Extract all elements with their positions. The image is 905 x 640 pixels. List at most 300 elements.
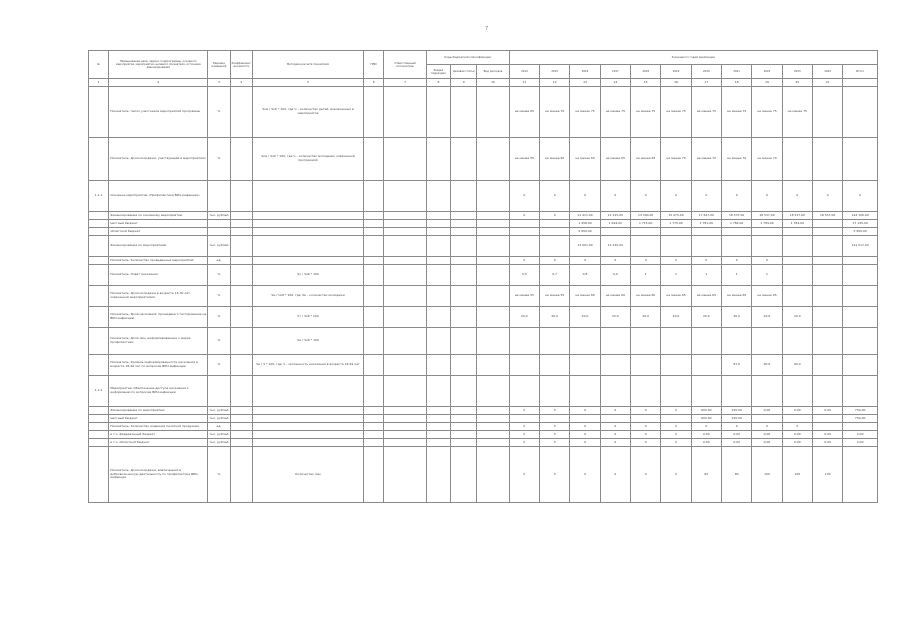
unit-cell: % [208, 265, 230, 286]
value-cell: не менее 60 [570, 286, 600, 307]
code-cell [364, 220, 384, 228]
code-cell [477, 87, 509, 138]
coef-cell [230, 307, 252, 328]
code-cell [384, 439, 426, 447]
code-cell [364, 423, 384, 431]
value-cell [570, 328, 600, 355]
code-cell [426, 447, 450, 503]
value-cell: 1 715,00 [631, 220, 661, 228]
code-cell [384, 431, 426, 439]
value-cell [812, 265, 842, 286]
value-cell: 144 106,00 [843, 212, 878, 220]
value-cell: не менее 75 [722, 87, 752, 138]
code-cell [426, 181, 450, 212]
method-cell [252, 431, 363, 439]
value-cell [540, 220, 570, 228]
code-cell [451, 286, 477, 307]
unit-cell [208, 376, 230, 407]
method-cell: Чт / Чоб * 100 [252, 307, 363, 328]
row-number-cell [89, 138, 109, 181]
code-cell [384, 286, 426, 307]
value-cell: 0 [570, 447, 600, 503]
table-row [89, 407, 878, 415]
code-cell [384, 236, 426, 257]
column-number: 3 [208, 79, 230, 87]
method-cell [252, 220, 363, 228]
code-cell [384, 212, 426, 220]
value-cell [661, 236, 691, 257]
value-cell [631, 236, 661, 257]
value-cell [509, 415, 539, 423]
value-cell [782, 376, 812, 407]
code-cell [477, 236, 509, 257]
table-row [89, 228, 878, 236]
unit-cell: % [208, 138, 230, 181]
code-cell [451, 328, 477, 355]
value-cell [509, 220, 539, 228]
value-cell: 0,00 [782, 439, 812, 447]
unit-cell: тыс. рублей [208, 439, 230, 447]
method-cell: Чо / Чоб * 100 [252, 265, 363, 286]
code-cell [364, 407, 384, 415]
column-number: 2 [109, 79, 208, 87]
value-cell: 0,00 [812, 431, 842, 439]
row-name-cell: местный бюджет [109, 415, 208, 423]
value-cell [540, 328, 570, 355]
value-cell: 1 [661, 265, 691, 286]
value-cell [812, 257, 842, 265]
row-name-cell: Показатель: Охват населения [109, 265, 208, 286]
code-cell [477, 355, 509, 376]
row-name-cell: Показатель: Доля молодежи, участвующей в мероприятиях [109, 138, 208, 181]
value-cell: 0 [752, 181, 782, 212]
value-cell [600, 328, 630, 355]
value-cell [782, 286, 812, 307]
code-cell [426, 415, 450, 423]
header-grbs: ГРБС [364, 51, 384, 79]
code-cell [426, 138, 450, 181]
unit-cell: ед. [208, 423, 230, 431]
value-cell: не менее 55 [509, 138, 539, 181]
value-cell: 11 411,00 [570, 212, 600, 220]
coef-cell [230, 439, 252, 447]
value-cell [691, 228, 721, 236]
value-cell: 0 [661, 439, 691, 447]
unit-cell [208, 220, 230, 228]
value-cell: 1 [752, 265, 782, 286]
code-cell [364, 286, 384, 307]
table-row [89, 431, 878, 439]
code-cell [477, 265, 509, 286]
table-row [89, 447, 878, 503]
column-number: 21 [812, 79, 842, 87]
code-cell [451, 181, 477, 212]
value-cell: 12 125,00 [600, 212, 630, 220]
value-cell: не менее 70 [752, 138, 782, 181]
column-number: 15 [631, 79, 661, 87]
value-cell [843, 286, 878, 307]
code-cell [384, 257, 426, 265]
code-cell [384, 355, 426, 376]
value-cell: 20,0 [752, 307, 782, 328]
value-cell [570, 376, 600, 407]
unit-cell: % [208, 87, 230, 138]
code-cell [477, 212, 509, 220]
table-row [89, 236, 878, 257]
code-cell [384, 181, 426, 212]
value-cell: 0 [600, 447, 630, 503]
header-year: 2020 [691, 65, 721, 79]
header-year: 2019 [661, 65, 691, 79]
code-cell [426, 257, 450, 265]
value-cell: 0,00 [812, 439, 842, 447]
value-cell [540, 228, 570, 236]
value-cell: 0,00 [782, 407, 812, 415]
column-number: 12 [540, 79, 570, 87]
value-cell: 0 [661, 423, 691, 431]
value-cell: 0 [722, 181, 752, 212]
value-cell: 5 950,00 [570, 228, 600, 236]
code-cell [364, 181, 384, 212]
table-row [89, 257, 878, 265]
value-cell [691, 355, 721, 376]
code-cell [426, 220, 450, 228]
method-cell [252, 257, 363, 265]
value-cell: не менее 60 [540, 138, 570, 181]
header-year: 2014 [509, 65, 539, 79]
column-number: 20 [782, 79, 812, 87]
code-cell [451, 376, 477, 407]
value-cell: 0 [661, 181, 691, 212]
value-cell: 20,0 [661, 307, 691, 328]
code-cell [477, 407, 509, 415]
value-cell: 20,0 [540, 307, 570, 328]
column-number: 6 [364, 79, 384, 87]
code-cell [426, 328, 450, 355]
column-number: 5 [252, 79, 363, 87]
value-cell: 0,00 [752, 407, 782, 415]
row-name-cell: в т.ч. областной бюджет [109, 439, 208, 447]
value-cell: 87,0 [722, 355, 752, 376]
value-cell: 0 [600, 407, 630, 415]
code-cell [451, 265, 477, 286]
code-cell [364, 87, 384, 138]
value-cell: 0,5 [509, 265, 539, 286]
method-cell [252, 228, 363, 236]
value-cell: 0 [509, 447, 539, 503]
code-cell [384, 228, 426, 236]
value-cell: 0,00 [843, 439, 878, 447]
row-name-cell: Показатель: Доля населения, прошедшего тестирование на ВИЧ-инфекцию [109, 307, 208, 328]
value-cell: 0 [661, 407, 691, 415]
coef-cell [230, 447, 252, 503]
value-cell: 0 [691, 181, 721, 212]
value-cell: 0 [509, 431, 539, 439]
table-row [89, 376, 878, 407]
coef-cell [230, 181, 252, 212]
value-cell [812, 376, 842, 407]
value-cell: 100 [812, 447, 842, 503]
value-cell: не менее 65 [509, 87, 539, 138]
code-cell [364, 431, 384, 439]
row-number-cell [89, 265, 109, 286]
header-code: Раздел подраздел [426, 65, 450, 79]
value-cell: 750,00 [843, 415, 878, 423]
value-cell [540, 415, 570, 423]
unit-cell: % [208, 307, 230, 328]
code-cell [426, 265, 450, 286]
code-cell [364, 376, 384, 407]
value-cell: не менее 75 [570, 87, 600, 138]
code-cell [426, 212, 450, 220]
value-cell: 1 694,00 [600, 220, 630, 228]
code-cell [477, 423, 509, 431]
value-cell [540, 376, 570, 407]
value-cell [812, 286, 842, 307]
value-cell: не менее 60 [631, 286, 661, 307]
value-cell: 17 647,00 [691, 212, 721, 220]
column-number: 11 [509, 79, 539, 87]
value-cell: 1 781,00 [691, 220, 721, 228]
value-cell: 100 [752, 447, 782, 503]
value-cell: не менее 55 [509, 286, 539, 307]
value-cell: не менее 55 [540, 286, 570, 307]
value-cell: 0 [812, 181, 842, 212]
table-row [89, 212, 878, 220]
value-cell [812, 220, 842, 228]
code-cell [384, 415, 426, 423]
unit-cell: % [208, 355, 230, 376]
value-cell [752, 236, 782, 257]
value-cell [812, 415, 842, 423]
value-cell: 121 017,00 [843, 236, 878, 257]
value-cell [722, 228, 752, 236]
code-cell [451, 236, 477, 257]
code-cell [426, 236, 450, 257]
method-cell: Количество лиц [252, 447, 363, 503]
method-cell [252, 376, 363, 407]
coef-cell [230, 257, 252, 265]
row-name-cell: Мероприятие: Обеспечение доступа населения к информации по вопросам ВИЧ-инфекции [109, 376, 208, 407]
value-cell [843, 265, 878, 286]
table-row [89, 355, 878, 376]
code-cell [451, 87, 477, 138]
value-cell: 20,0 [600, 307, 630, 328]
column-number: 13 [570, 79, 600, 87]
value-cell: 0 [570, 257, 600, 265]
code-cell [426, 286, 450, 307]
code-cell [384, 265, 426, 286]
header-no: № [89, 51, 109, 79]
header-code: Вид расходов [477, 65, 509, 79]
value-cell [752, 376, 782, 407]
code-cell [364, 328, 384, 355]
value-cell: 1 [691, 265, 721, 286]
value-cell: 1 784,00 [752, 220, 782, 228]
value-cell: 20,0 [631, 307, 661, 328]
value-cell: 100 [782, 447, 812, 503]
table-row [89, 220, 878, 228]
code-cell [477, 415, 509, 423]
row-number-cell [89, 87, 109, 138]
code-cell [426, 87, 450, 138]
value-cell: 0 [631, 423, 661, 431]
value-cell [600, 376, 630, 407]
column-number [843, 79, 878, 87]
value-cell: не менее 70 [722, 138, 752, 181]
coef-cell [230, 431, 252, 439]
value-cell: 0 [843, 181, 878, 212]
page-number: 7 [485, 26, 489, 32]
value-cell: 1 784,00 [782, 220, 812, 228]
code-cell [451, 220, 477, 228]
code-cell [451, 228, 477, 236]
code-cell [477, 286, 509, 307]
value-cell: 0 [661, 257, 691, 265]
value-cell [661, 228, 691, 236]
value-cell: не менее 75 [600, 87, 630, 138]
row-number-cell [89, 415, 109, 423]
unit-cell: ед. [208, 257, 230, 265]
value-cell [722, 236, 752, 257]
code-cell [364, 307, 384, 328]
value-cell: 0 [540, 431, 570, 439]
value-cell: не менее 65 [752, 286, 782, 307]
code-cell [477, 257, 509, 265]
row-name-cell: Показатель: Доля молодежи в возрасте 14-30 лет, охваченной мероприятиями [109, 286, 208, 307]
value-cell: 60 [691, 447, 721, 503]
value-cell: 0 [782, 423, 812, 431]
value-cell [752, 415, 782, 423]
code-cell [364, 236, 384, 257]
value-cell: 0 [570, 181, 600, 212]
row-name-cell: Финансирование по основному мероприятию [109, 212, 208, 220]
method-cell [252, 415, 363, 423]
value-cell: 0 [691, 423, 721, 431]
header-exec: Ответственный исполнитель [384, 51, 426, 79]
coef-cell [230, 355, 252, 376]
value-cell: 0 [691, 257, 721, 265]
coef-cell [230, 286, 252, 307]
value-cell: 20,0 [782, 307, 812, 328]
header-year: 2017 [600, 65, 630, 79]
row-number-cell [89, 236, 109, 257]
value-cell: 20,0 [691, 307, 721, 328]
column-number: 16 [661, 79, 691, 87]
value-cell: 20,0 [722, 307, 752, 328]
value-cell: 18 537,00 [752, 212, 782, 220]
method-cell [252, 407, 363, 415]
code-cell [477, 307, 509, 328]
unit-cell: % [208, 286, 230, 307]
column-number: 17 [691, 79, 721, 87]
coef-cell [230, 220, 252, 228]
value-cell: 0 [540, 407, 570, 415]
header-year: 2021 [722, 65, 752, 79]
code-cell [451, 307, 477, 328]
header-row [89, 51, 878, 65]
value-cell [509, 355, 539, 376]
column-number-row [89, 79, 878, 87]
code-cell [384, 423, 426, 431]
code-cell [426, 423, 450, 431]
method-cell [252, 423, 363, 431]
value-cell: 0 [631, 407, 661, 415]
header-year: 2018 [631, 65, 661, 79]
unit-cell: % [208, 447, 230, 503]
column-number: 19 [752, 79, 782, 87]
value-cell [812, 87, 842, 138]
unit-cell: тыс. рублей [208, 415, 230, 423]
code-cell [477, 138, 509, 181]
code-cell [477, 228, 509, 236]
row-number-cell [89, 212, 109, 220]
row-number-cell [89, 257, 109, 265]
value-cell: 0 [540, 212, 570, 220]
value-cell: 15 475,00 [661, 212, 691, 220]
value-cell [752, 228, 782, 236]
row-name-cell: Финансирование по мероприятиям [109, 236, 208, 257]
value-cell [812, 328, 842, 355]
value-cell: 0 [631, 431, 661, 439]
table-row [89, 138, 878, 181]
code-cell [451, 355, 477, 376]
value-cell: 18 537,00 [782, 212, 812, 220]
value-cell: 0 [540, 257, 570, 265]
value-cell [631, 415, 661, 423]
table-row [89, 286, 878, 307]
row-number-cell [89, 407, 109, 415]
method-cell [252, 236, 363, 257]
value-cell: 17 145,00 [843, 220, 878, 228]
row-number-cell [89, 307, 109, 328]
row-name-cell: Показатель: Уровень информированности населения в возрасте 18-49 лет по вопросам ВИЧ-инфекции [109, 355, 208, 376]
coef-cell [230, 376, 252, 407]
value-cell [843, 328, 878, 355]
value-cell: 0,9 [600, 265, 630, 286]
code-cell [426, 376, 450, 407]
code-cell [364, 257, 384, 265]
value-cell: 1 [722, 265, 752, 286]
value-cell: не менее 75 [661, 87, 691, 138]
value-cell [661, 415, 691, 423]
coef-cell [230, 415, 252, 423]
value-cell [570, 415, 600, 423]
value-cell: 90,0 [782, 355, 812, 376]
value-cell: 0 [509, 423, 539, 431]
column-number: 14 [600, 79, 630, 87]
unit-cell: тыс. рублей [208, 212, 230, 220]
value-cell: 0 [540, 439, 570, 447]
value-cell: не менее 60 [570, 138, 600, 181]
value-cell: 150,00 [722, 407, 752, 415]
value-cell [631, 328, 661, 355]
value-cell [812, 236, 842, 257]
value-cell [782, 265, 812, 286]
value-cell: не менее 70 [661, 138, 691, 181]
value-cell [843, 376, 878, 407]
value-cell: 0 [752, 423, 782, 431]
method-cell [252, 212, 363, 220]
value-cell: 0 [570, 407, 600, 415]
value-cell [843, 87, 878, 138]
value-cell: 0 [661, 447, 691, 503]
value-cell: не менее 65 [600, 138, 630, 181]
row-number-cell [89, 286, 109, 307]
row-name-cell: местный бюджет [109, 220, 208, 228]
row-number-cell [89, 439, 109, 447]
value-cell: не менее 70 [540, 87, 570, 138]
